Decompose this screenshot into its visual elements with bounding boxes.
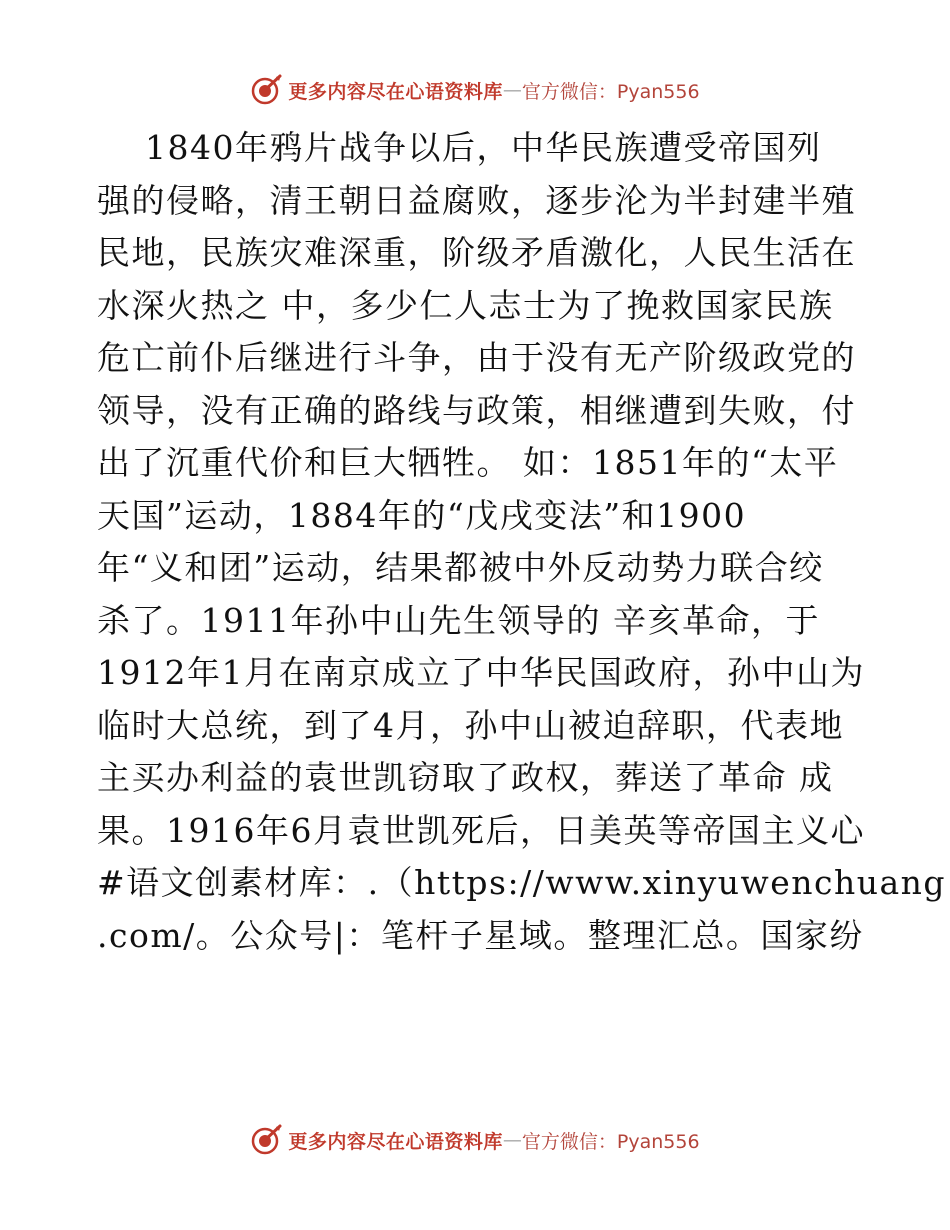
watermark-separator: — [502,1129,522,1151]
watermark-title: 更多内容尽在心语资料库 [288,1130,503,1153]
text-line: 临时大总统，到了4月，孙中山被迫辞职，代表地 [97,705,844,745]
text-line: #语文创素材库：.（https://www.xinyuwenchuang [97,863,947,902]
text-line: 出了沉重代价和巨大牺牲。 如：1851年的“太平 [97,443,839,482]
watermark-contact: 官方微信：Pyan556 [521,1130,700,1153]
text-line: 领导，没有正确的路线与政策，相继遭到失败，付 [97,390,856,430]
text-line: 1912年1月在南京成立了中华民国政府，孙中山为 [97,653,865,692]
watermark-separator: — [502,79,522,101]
watermark-contact: 官方微信：Pyan556 [521,80,700,103]
text-line: 危亡前仆后继进行斗争，由于没有无产阶级政党的 [97,338,856,377]
text-line: 年“义和团”运动，结果都被中外反动势力联合绞 [97,548,824,587]
text-line: 强的侵略，清王朝日益腐败，逐步沦为半封建半殖 [97,180,856,220]
quill-seal-icon [250,1123,284,1157]
text-line: 果。1916年6月袁世凯死后，日美英等帝国主义心 [97,810,865,850]
text-line: .com/。公众号|：笔杆子星域。整理汇总。国家纷 [97,915,864,955]
text-line: 杀了。1911年孙中山先生领导的 辛亥革命，于 [97,600,820,640]
text-line: 天国”运动，1884年的“戊戌变法”和1900 [97,495,747,535]
text-line: 水深火热之 中，多少仁人志士为了挽救国家民族 [97,285,834,325]
text-line: 民地，民族灾难深重，阶级矛盾激化，人民生活在 [97,233,856,272]
text-line: 主买办利益的袁世凯窃取了政权，葬送了革命 成 [97,758,834,797]
header-watermark [0,70,950,110]
footer-watermark [0,1120,950,1160]
quill-seal-icon [250,73,284,107]
text-line: 1840年鸦片战争以后，中华民族遭受帝国列 [97,128,822,167]
watermark-title: 更多内容尽在心语资料库 [288,80,503,103]
body-text [97,122,947,962]
